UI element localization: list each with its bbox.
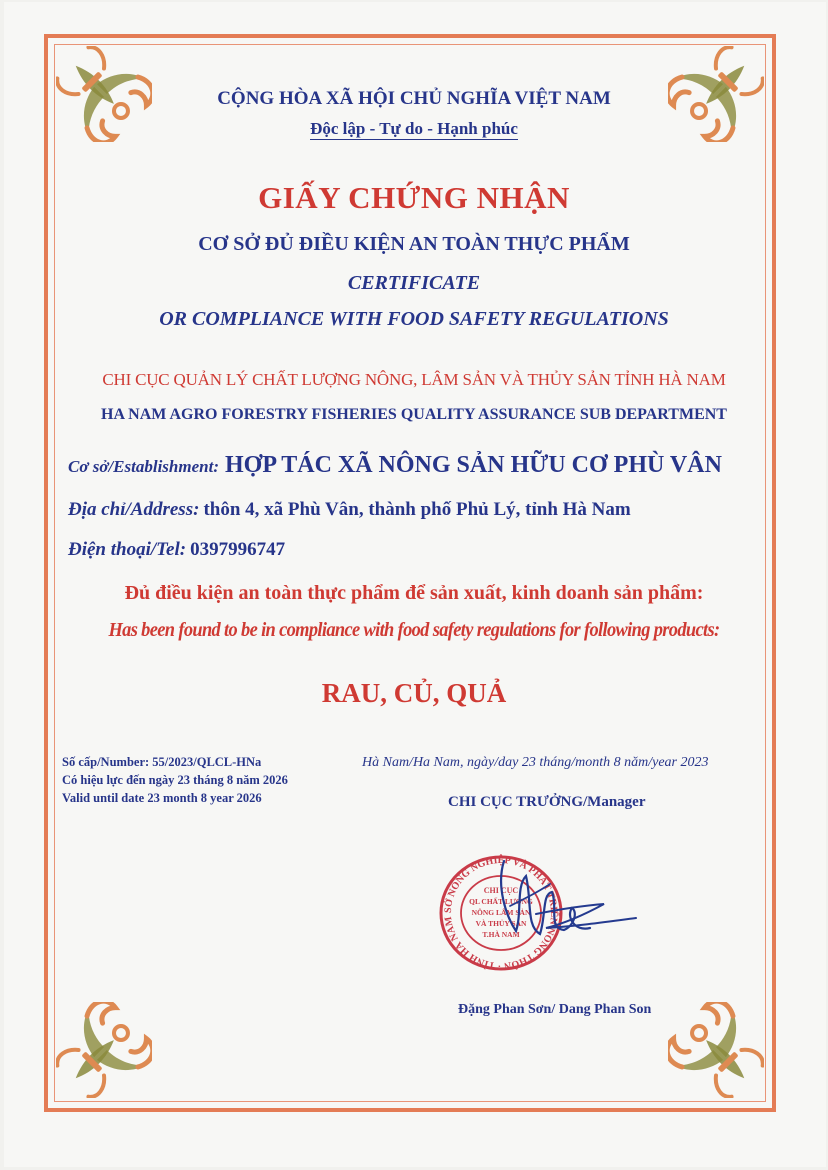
stamp-line-2: QL CHẤT LƯỢNG <box>469 897 533 906</box>
establishment-row <box>68 452 722 479</box>
compliance-statement-en: Has been found to be in compliance with food safety regulations for following products: <box>108 619 720 641</box>
certificate-title-en: CERTIFICATE <box>347 272 481 294</box>
republic-heading: CỘNG HÒA XÃ HỘI CHỦ NGHĨA VIỆT NAM <box>217 88 611 109</box>
signer-position: CHI CỤC TRƯỞNG/Manager <box>448 794 646 810</box>
stamp-line-5: T.HÀ NAM <box>482 930 520 939</box>
certificate-title: GIẤY CHỨNG NHẬN <box>258 180 570 215</box>
valid-until-en: Valid until date 23 month 8 year 2026 <box>62 791 262 805</box>
stamp-line-1: CHI CỤC <box>483 886 519 895</box>
certificate-number: Số cấp/Number: 55/2023/QLCL-HNa <box>62 755 262 769</box>
fleur-de-lis-ornament-icon <box>668 1002 764 1098</box>
national-motto: Độc lập - Tự do - Hạnh phúc <box>310 119 518 138</box>
phone-label: Điện thoại/Tel: <box>68 539 187 560</box>
phone-value: 0397996747 <box>190 539 286 560</box>
certificate-subtitle-vi: CƠ SỞ ĐỦ ĐIỀU KIỆN AN TOÀN THỰC PHẨM <box>198 233 630 255</box>
certificate-subtitle-en: OR COMPLIANCE WITH FOOD SAFETY REGULATIONS <box>159 308 669 330</box>
compliance-statement-vi: Đủ điều kiện an toàn thực phẩm để sản xuất, kinh doanh sản phẩm: <box>124 582 704 604</box>
address-value: thôn 4, xã Phù Vân, thành phố Phủ Lý, tỉnh Hà Nam <box>203 499 631 520</box>
valid-until-vi: Có hiệu lực đến ngày 23 tháng 8 năm 2026 <box>62 773 288 787</box>
stamp-line-3: NÔNG LÂM SẢN <box>471 908 531 917</box>
place-and-date: Hà Nam/Ha Nam, ngày/day 23 tháng/month 8 năm/year 2023 <box>362 755 709 770</box>
establishment-label: Cơ sở/Establishment: <box>68 457 219 476</box>
phone-row <box>68 539 285 561</box>
signature-icon <box>483 856 646 956</box>
product-list: RAU, CỦ, QUẢ <box>321 678 507 708</box>
establishment-value: HỢP TÁC XÃ NÔNG SẢN HỮU CƠ PHÙ VÂN <box>224 452 722 478</box>
signer-name: Đặng Phan Sơn/ Dang Phan Son <box>458 1002 652 1017</box>
fleur-de-lis-ornament-icon <box>56 1002 152 1098</box>
address-label: Địa chỉ/Address: <box>68 499 200 520</box>
stamp-ring-text: SỞ NÔNG NGHIỆP VÀ PHÁT TRIỂN NÔNG THÔN · TỈNH HÀ NAM <box>442 854 560 972</box>
issuer-name-vi: CHI CỤC QUẢN LÝ CHẤT LƯỢNG NÔNG, LÂM SẢN VÀ THỦY SẢN TỈNH HÀ NAM <box>102 370 726 389</box>
address-row <box>68 499 631 521</box>
stamp-line-4: VÀ THỦY SẢN <box>475 919 527 928</box>
issuer-name-en: HA NAM AGRO FORESTRY FISHERIES QUALITY ASSURANCE SUB DEPARTMENT <box>101 406 727 423</box>
